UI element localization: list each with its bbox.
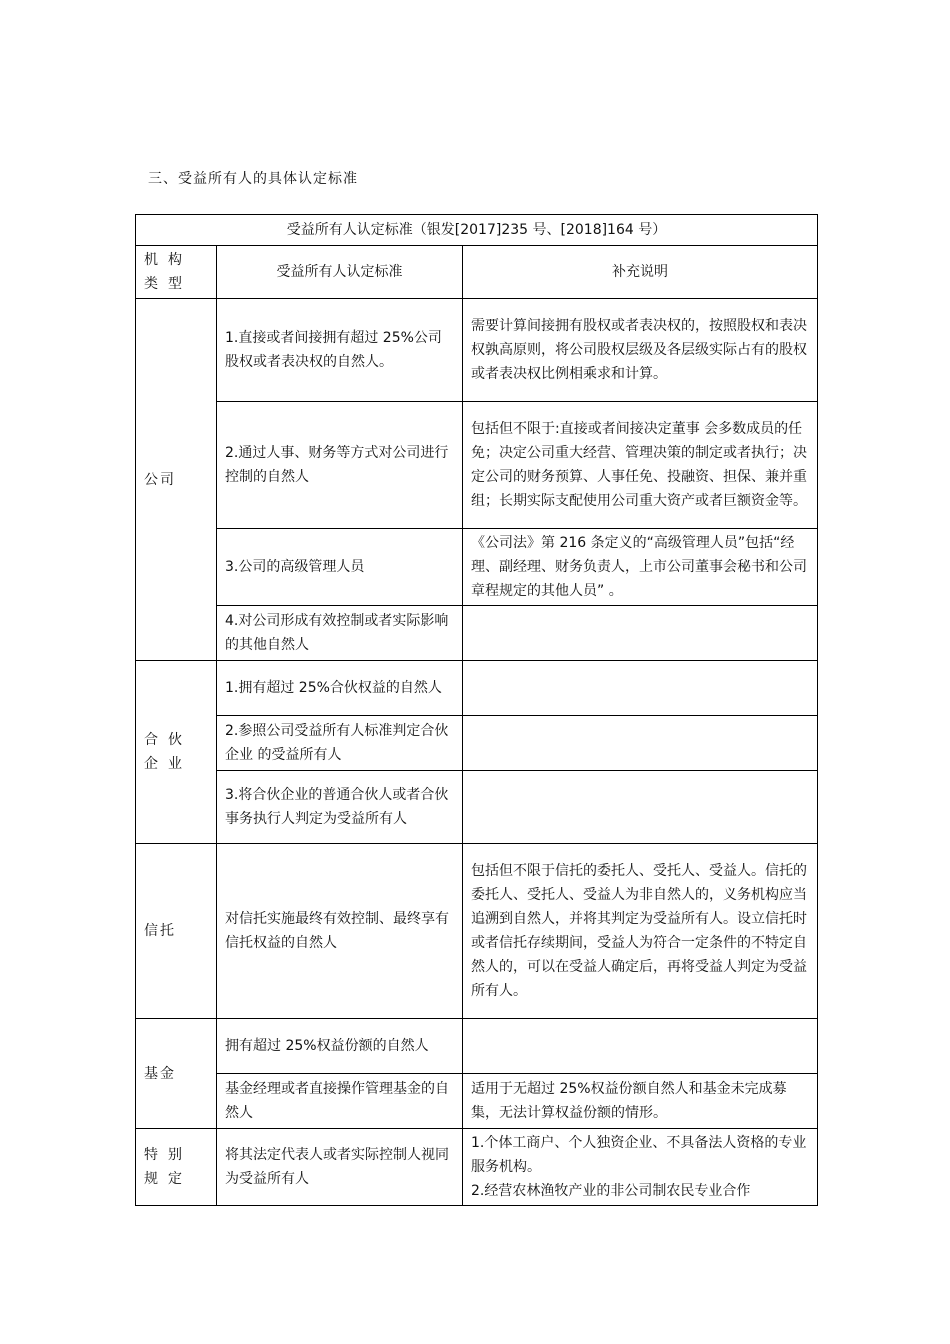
type-trust: 信托 — [136, 844, 217, 1019]
criteria-cell: 3.将合伙企业的普通合伙人或者合伙事务执行人判定为受益所有人 — [217, 771, 463, 844]
table-row — [136, 1129, 818, 1206]
table-row — [136, 1019, 818, 1074]
notes-cell — [463, 1129, 818, 1206]
criteria-cell: 1.直接或者间接拥有超过 25%公司股权或者表决权的自然人。 — [217, 299, 463, 402]
table-row — [136, 606, 818, 661]
table-row — [136, 299, 818, 402]
criteria-cell: 2.参照公司受益所有人标准判定合伙企业 的受益所有人 — [217, 716, 463, 771]
criteria-cell: 3.公司的高级管理人员 — [217, 529, 463, 606]
notes-cell — [463, 606, 818, 661]
criteria-cell: 对信托实施最终有效控制、最终享有信托权益的自然人 — [217, 844, 463, 1019]
table-row — [136, 402, 818, 529]
header-institution-type: 机构类型 — [136, 246, 217, 299]
table-row — [136, 844, 818, 1019]
notes-cell: 包括但不限于信托的委托人、受托人、受益人。信托的委托人、受托人、受益人为非自然人的，义务机构应当追溯到自然人，并将其判定为受益所有人。设立信托时或者信托存续期间，受益人为符合一定条件的不特定自然人的，可以在受益人确定后，再将受益人判定为受益所有人。 — [463, 844, 818, 1019]
notes-cell: 《公司法》第 216 条定义的“高级管理人员”包括“经理、副经理、财务负责人，上市公司董事会秘书和公司章程规定的其他人员” 。 — [463, 529, 818, 606]
type-company: 公司 — [136, 299, 217, 661]
table-header-row — [136, 246, 818, 299]
notes-item: 2.经营农林渔牧产业的非公司制农民专业合作 — [471, 1183, 751, 1199]
section-heading: 三、受益所有人的具体认定标准 — [148, 171, 358, 187]
table-row — [136, 716, 818, 771]
header-notes: 补充说明 — [463, 246, 818, 299]
table-caption: 受益所有人认定标准（银发[2017]235 号、[2018]164 号） — [136, 215, 818, 246]
table-row — [136, 1074, 818, 1129]
criteria-cell: 4.对公司形成有效控制或者实际影响的其他自然人 — [217, 606, 463, 661]
type-partnership: 合伙企业 — [136, 661, 217, 844]
notes-cell — [463, 716, 818, 771]
notes-cell — [463, 661, 818, 716]
criteria-cell: 2.通过人事、财务等方式对公司进行控制的自然人 — [217, 402, 463, 529]
table-row — [136, 529, 818, 606]
type-fund: 基金 — [136, 1019, 217, 1129]
header-criteria: 受益所有人认定标准 — [217, 246, 463, 299]
criteria-cell: 将其法定代表人或者实际控制人视同为受益所有人 — [217, 1129, 463, 1206]
criteria-cell: 基金经理或者直接操作管理基金的自然人 — [217, 1074, 463, 1129]
criteria-cell: 1.拥有超过 25%合伙权益的自然人 — [217, 661, 463, 716]
notes-cell: 适用于无超过 25%权益份额自然人和基金未完成募集，无法计算权益份额的情形。 — [463, 1074, 818, 1129]
table-caption-row — [136, 215, 818, 246]
criteria-cell: 拥有超过 25%权益份额的自然人 — [217, 1019, 463, 1074]
notes-cell — [463, 771, 818, 844]
table-row — [136, 661, 818, 716]
notes-cell: 包括但不限于:直接或者间接决定董事 会多数成员的任免；决定公司重大经营、管理决策的制定或者执行；决定公司的财务预算、人事任免、投融资、担保、兼并重组；长期实际支配使用公司重大资产或者巨额资金等。 — [463, 402, 818, 529]
notes-item: 1.个体工商户、个人独资企业、不具备法人资格的专业服务机构。 — [471, 1135, 807, 1175]
notes-cell: 需要计算间接拥有股权或者表决权的，按照股权和表决权孰高原则，将公司股权层级及各层级实际占有的股权或者表决权比例相乘求和计算。 — [463, 299, 818, 402]
table-row — [136, 771, 818, 844]
notes-cell — [463, 1019, 818, 1074]
beneficial-owner-standards-table — [135, 214, 818, 1206]
type-special: 特别规定 — [136, 1129, 217, 1206]
